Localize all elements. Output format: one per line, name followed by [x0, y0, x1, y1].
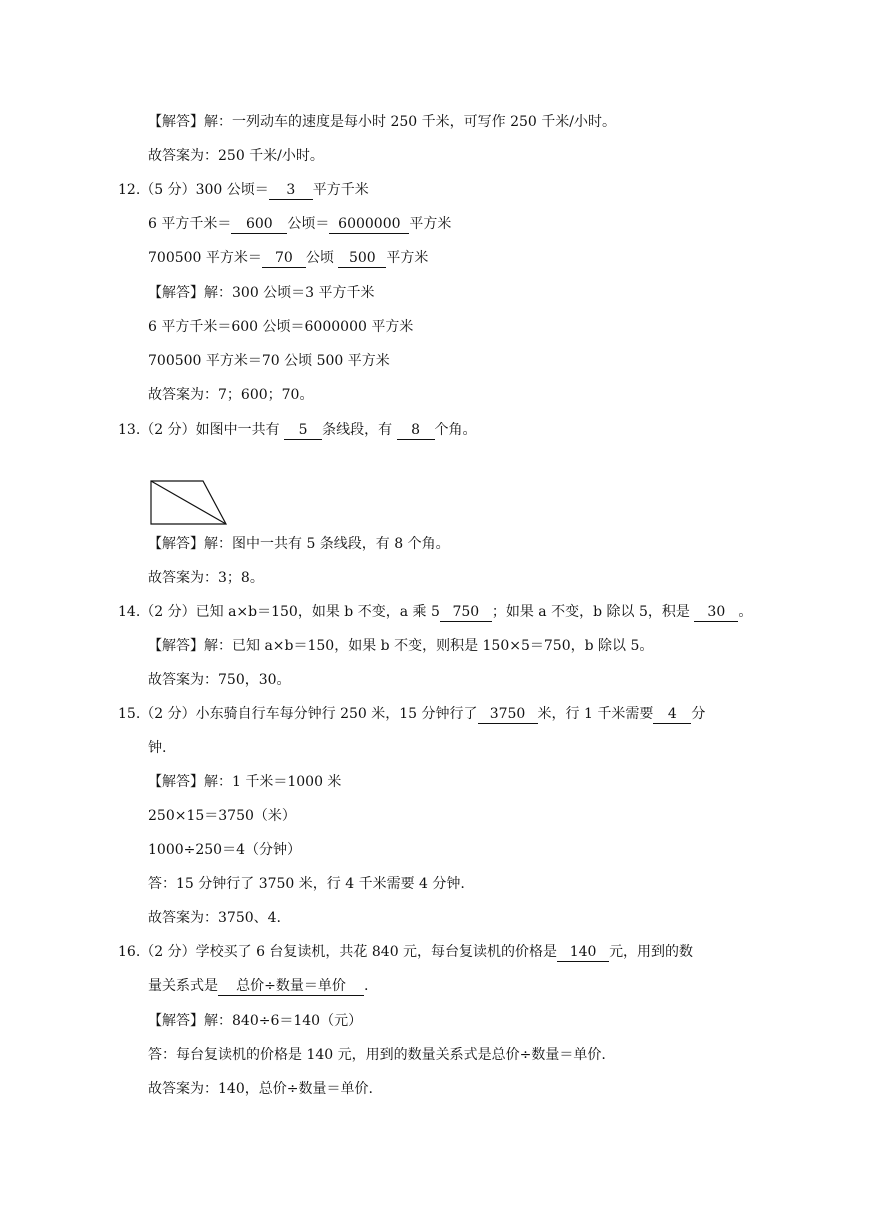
- question-15: [118, 704, 705, 724]
- question-text: 13.（2 分）如图中一共有: [118, 422, 280, 438]
- solution-line: 答：15 分钟行了 3750 米，行 4 千米需要 4 分钟.: [148, 876, 465, 892]
- trapezoid-figure: [148, 478, 230, 528]
- question-16: [118, 942, 693, 962]
- question-text: ；如果 a 不变，b 除以 5，积是: [491, 604, 690, 620]
- solution-line: 【解答】解：840÷6＝140（元）: [148, 1013, 363, 1029]
- question-text: 分: [691, 706, 706, 722]
- question-text: 15.（2 分）小东骑自行车每分钟行 250 米，15 分钟行了: [118, 706, 478, 722]
- answer-line: 故答案为：3750、4.: [148, 910, 281, 926]
- answer-blank: 4: [653, 705, 691, 724]
- question-13: [118, 420, 477, 440]
- answer-blank: 70: [262, 249, 306, 268]
- solution-line: 【解答】解：1 千米＝1000 米: [148, 774, 342, 790]
- solution-line: 【解答】解：300 公顷＝3 平方千米: [148, 285, 375, 301]
- question-14: [118, 602, 752, 622]
- solution-line: 700500 平方米＝70 公顷 500 平方米: [148, 353, 390, 369]
- solution-line: 1000÷250＝4（分钟）: [148, 842, 301, 858]
- answer-blank: 750: [440, 603, 492, 622]
- answer-line: 故答案为：250 千米/小时。: [148, 148, 324, 164]
- answer-blank: 140: [557, 943, 609, 962]
- solution-line: 6 平方千米＝600 公顷＝6000000 平方米: [148, 319, 414, 335]
- question-text: 16.（2 分）学校买了 6 台复读机，共花 840 元，每台复读机的价格是: [118, 944, 558, 960]
- answer-line: 故答案为：140，总价÷数量＝单价.: [148, 1081, 373, 1097]
- question-text: 平方米: [386, 250, 429, 266]
- question-text: 6 平方千米＝: [148, 216, 232, 232]
- solution-line: 【解答】解：已知 a×b＝150，如果 b 不变，则积是 150×5＝750，b 除以 5。: [148, 638, 654, 654]
- question-text: 条线段，有: [322, 422, 393, 438]
- answer-blank: 总价÷数量＝单价: [218, 977, 364, 996]
- question-text: 12.（5 分）300 公顷＝: [118, 182, 269, 198]
- question-text: 平方千米: [312, 182, 369, 198]
- question-text: 14.（2 分）已知 a×b＝150，如果 b 不变，a 乘 5: [118, 604, 440, 620]
- answer-blank: 5: [284, 421, 322, 440]
- question-text: 公顷: [305, 250, 334, 266]
- answer-blank: 3: [269, 181, 313, 200]
- question-text: .: [364, 978, 369, 994]
- answer-blank: 3750: [478, 705, 538, 724]
- question-text: 平方米: [409, 216, 452, 232]
- question-12: [118, 180, 369, 200]
- question-text: 元，用到的数: [609, 944, 694, 960]
- answer-line: 故答案为：3；8。: [148, 570, 264, 586]
- question-text: 米，行 1 千米需要: [537, 706, 654, 722]
- answer-blank: 30: [694, 603, 738, 622]
- question-12-row-3: [148, 248, 428, 268]
- answer-line: 故答案为：750，30。: [148, 672, 291, 688]
- question-text: 。: [738, 604, 753, 620]
- solution-line: 【解答】解：图中一共有 5 条线段，有 8 个角。: [148, 536, 450, 552]
- answer-blank: 6000000: [329, 215, 409, 234]
- solution-line: 【解答】解：一列动车的速度是每小时 250 千米，可写作 250 千米/小时。: [148, 114, 616, 130]
- answer-blank: 8: [397, 421, 435, 440]
- question-text: 个角。: [434, 422, 477, 438]
- question-text: 公顷＝: [287, 216, 330, 232]
- answer-line: 故答案为：7；600；70。: [148, 387, 314, 403]
- answer-blank: 600: [231, 215, 287, 234]
- answer-blank: 500: [338, 249, 386, 268]
- question-text: 700500 平方米＝: [148, 250, 262, 266]
- solution-line: 答：每台复读机的价格是 140 元，用到的数量关系式是总价÷数量＝单价.: [148, 1047, 606, 1063]
- question-15-cont: 钟.: [148, 740, 167, 756]
- question-16-cont: [148, 976, 368, 996]
- question-text: 量关系式是: [148, 978, 218, 994]
- solution-line: 250×15＝3750（米）: [148, 808, 296, 824]
- question-12-row-2: [148, 214, 451, 234]
